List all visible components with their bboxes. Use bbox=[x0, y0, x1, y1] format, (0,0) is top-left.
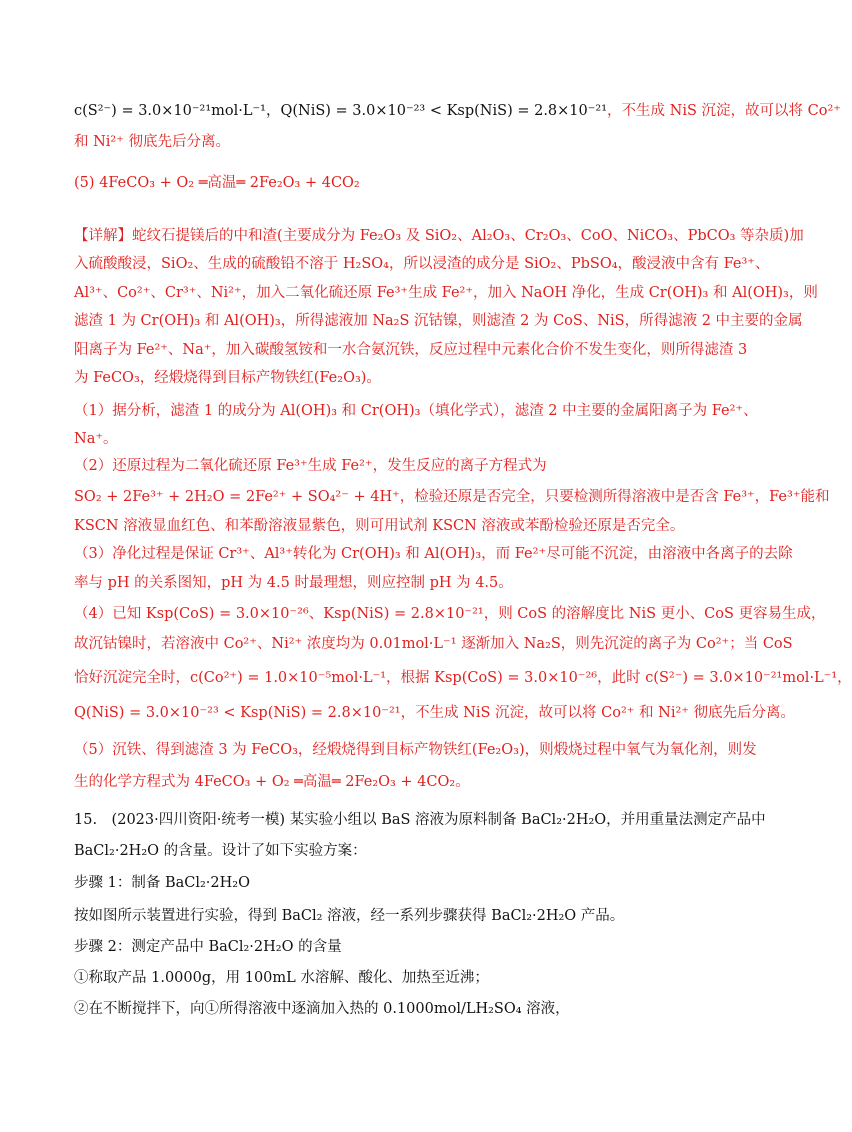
text-line bbox=[74, 131, 740, 153]
text-line bbox=[74, 225, 804, 247]
line-text: 15. (2023·四川资阳·统考一模) 某实验小组以 BaS 溶液为原料制备 BaCl₂·2H₂O，并用重量法测定产品中 bbox=[74, 812, 766, 828]
text-line bbox=[74, 400, 758, 422]
text-line bbox=[74, 572, 740, 594]
line-text: 生的化学方程式为 4FeCO₃ + O₂ ═高温═ 2Fe₂O₃ + 4CO₂。 bbox=[74, 774, 470, 790]
line-text: 率与 pH 的关系图知，pH 为 4.5 时最理想，则应控制 pH 为 4.5。 bbox=[74, 575, 513, 591]
line-text: 【详解】蛇纹石提镁后的中和渣(主要成分为 Fe₂O₃ 及 SiO₂、Al₂O₃、Cr₂O₃、CoO、NiCO₃、PbCO₃ 等杂质)加 bbox=[74, 228, 804, 244]
text-line bbox=[74, 253, 770, 275]
line-text: 步骤 1：制备 BaCl₂·2H₂O bbox=[74, 875, 250, 891]
text-line bbox=[74, 486, 830, 508]
text-line bbox=[74, 633, 793, 655]
question-line bbox=[74, 967, 740, 989]
question-line bbox=[74, 905, 740, 927]
line-text: Na⁺。 bbox=[74, 431, 118, 447]
text-line bbox=[74, 339, 748, 361]
equation-line bbox=[74, 172, 740, 194]
line-text: 为 FeCO₃，经煅烧得到目标产物铁红(Fe₂O₃)。 bbox=[74, 370, 381, 386]
text-line bbox=[74, 282, 818, 304]
line-text: （4）已知 Ksp(CoS) = 3.0×10⁻²⁶、Ksp(NiS) = 2.8×10⁻²¹，则 CoS 的溶解度比 NiS 更小、CoS 更容易生成， bbox=[74, 606, 826, 622]
text-line bbox=[74, 739, 757, 761]
line-text: 入硫酸酸浸，SiO₂、生成的硫酸铅不溶于 H₂SO₄，所以浸渣的成分是 SiO₂、PbSO₄，酸浸液中含有 Fe³⁺、 bbox=[74, 256, 770, 272]
line-text: ②在不断搅拌下，向①所得溶液中逐滴加入热的 0.1000mol/LH₂SO₄ 溶液， bbox=[74, 1001, 570, 1017]
line-text: 滤渣 1 为 Cr(OH)₃ 和 Al(OH)₃，所得滤液加 Na₂S 沉钴镍，则滤渣 2 为 CoS、NiS，所得滤液 2 中主要的金属 bbox=[74, 313, 803, 329]
text-line bbox=[74, 543, 793, 565]
line-text: 和 Ni²⁺ 彻底先后分离。 bbox=[74, 134, 231, 150]
line-text: Al³⁺、Co²⁺、Cr³⁺、Ni²⁺，加入二氧化硫还原 Fe³⁺生成 Fe²⁺，加入 NaOH 净化，生成 Cr(OH)₃ 和 Al(OH)₃，则 bbox=[74, 285, 818, 301]
line-text: 恰好沉淀完全时，c(Co²⁺) = 1.0×10⁻⁵mol·L⁻¹，根据 Ksp(CoS) = 3.0×10⁻²⁶，此时 c(S²⁻) = 3.0×10⁻²¹mol·L⁻¹， bbox=[74, 670, 852, 686]
line-text: 阳离子为 Fe²⁺、Na⁺，加入碳酸氢铵和一水合氨沉铁，反应过程中元素化合价不发生变化，则所得滤渣 3 bbox=[74, 342, 748, 358]
line-text: （3）净化过程是保证 Cr³⁺、Al³⁺转化为 Cr(OH)₃ 和 Al(OH)₃，而 Fe²⁺尽可能不沉淀，由溶液中各离子的去除 bbox=[74, 546, 793, 562]
text-line bbox=[74, 771, 740, 793]
text-line bbox=[74, 667, 852, 689]
question-line bbox=[74, 998, 740, 1020]
question-line bbox=[74, 872, 740, 894]
question-line bbox=[74, 809, 766, 831]
line-text: ①称取产品 1.0000g，用 100mL 水溶解、酸化、加热至近沸； bbox=[74, 970, 489, 986]
line-text: c(S²⁻) = 3.0×10⁻²¹mol·L⁻¹，Q(NiS) = 3.0×10⁻²³ < Ksp(NiS) = 2.8×10⁻²¹，不生成 NiS 沉淀，故可以将 Co²⁺ bbox=[74, 103, 841, 119]
text-line bbox=[74, 428, 740, 450]
line-text: BaCl₂·2H₂O 的含量。设计了如下实验方案： bbox=[74, 843, 367, 859]
line-text: 步骤 2：测定产品中 BaCl₂·2H₂O 的含量 bbox=[74, 939, 342, 955]
line-text: 按如图所示装置进行实验，得到 BaCl₂ 溶液，经一系列步骤获得 BaCl₂·2H₂O 产品。 bbox=[74, 908, 625, 924]
text-line bbox=[74, 100, 841, 122]
line-text: KSCN 溶液显血红色、和苯酚溶液显紫色，则可用试剂 KSCN 溶液或苯酚检验还原是否完全。 bbox=[74, 518, 685, 534]
question-line bbox=[74, 936, 740, 958]
line-text: （5）沉铁、得到滤渣 3 为 FeCO₃，经煅烧得到目标产物铁红(Fe₂O₃)，则煅烧过程中氧气为氧化剂，则发 bbox=[74, 742, 757, 758]
line-text: SO₂ + 2Fe³⁺ + 2H₂O = 2Fe²⁺ + SO₄²⁻ + 4H⁺，检验还原是否完全，只要检测所得溶液中是否含 Fe³⁺，Fe³⁺能和 bbox=[74, 489, 830, 505]
text-line bbox=[74, 515, 740, 537]
text-line bbox=[74, 455, 740, 477]
line-text: 故沉钴镍时，若溶液中 Co²⁺、Ni²⁺ 浓度均为 0.01mol·L⁻¹ 逐渐加入 Na₂S，则先沉淀的离子为 Co²⁺；当 CoS bbox=[74, 636, 793, 652]
text-line bbox=[74, 310, 803, 332]
line-text: (5) 4FeCO₃ + O₂ ═高温═ 2Fe₂O₃ + 4CO₂ bbox=[74, 175, 360, 191]
line-text: Q(NiS) = 3.0×10⁻²³ < Ksp(NiS) = 2.8×10⁻²¹，不生成 NiS 沉淀，故可以将 Co²⁺ 和 Ni²⁺ 彻底先后分离。 bbox=[74, 705, 796, 721]
text-line bbox=[74, 702, 796, 724]
line-text: （2）还原过程为二氧化硫还原 Fe³⁺生成 Fe²⁺，发生反应的离子方程式为 bbox=[74, 458, 547, 474]
question-line bbox=[74, 840, 740, 862]
text-line bbox=[74, 367, 740, 389]
text-line bbox=[74, 603, 826, 625]
line-text: （1）据分析，滤渣 1 的成分为 Al(OH)₃ 和 Cr(OH)₃（填化学式），滤渣 2 中主要的金属阳离子为 Fe²⁺、 bbox=[74, 403, 758, 419]
